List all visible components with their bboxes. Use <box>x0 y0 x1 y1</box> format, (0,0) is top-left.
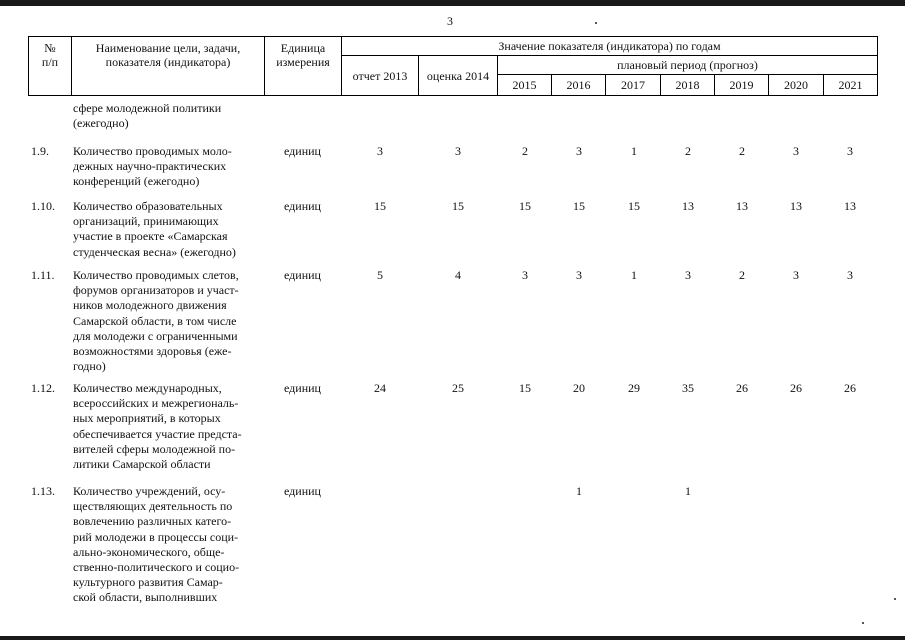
header-no: № п/п <box>28 36 72 96</box>
scan-speck <box>862 622 864 624</box>
row-value: 13 <box>682 199 694 213</box>
row-value: 24 <box>374 381 386 395</box>
page-number: 3 <box>447 14 453 28</box>
bottom-scan-border <box>0 636 905 640</box>
row-value: 13 <box>736 199 748 213</box>
row-value: 26 <box>736 381 748 395</box>
row-value: 13 <box>790 199 802 213</box>
header-year: 2018 <box>660 74 715 96</box>
row-value: 3 <box>847 144 853 158</box>
row-name: Количество образовательных организаций, принимающих участие в проекте «Самарская студенческая весна» (ежегодно) <box>73 199 236 259</box>
row-value: 5 <box>377 268 383 282</box>
header-year: 2017 <box>605 74 661 96</box>
row-name: Количество учреждений, осу- ществляющих деятельность по вовлечению различных катего- рий молодежи в процессы соци- ально-экономического, обще- ственно-политического и социо- культурного развития Самар- ской области, выполнивших <box>73 484 240 605</box>
row-value: 3 <box>847 268 853 282</box>
row-unit: единиц <box>284 381 321 395</box>
header-year: 2020 <box>768 74 824 96</box>
row-unit: единиц <box>284 268 321 282</box>
row-value: 15 <box>452 199 464 213</box>
row-unit: единиц <box>284 199 321 213</box>
header-values-title: Значение показателя (индикатора) по годам <box>341 36 878 56</box>
header-name: Наименование цели, задачи, показателя (индикатора) <box>71 36 265 96</box>
header-unit: Единица измерения <box>264 36 342 96</box>
row-value: 2 <box>739 268 745 282</box>
row-value: 15 <box>374 199 386 213</box>
header-year: 2015 <box>497 74 552 96</box>
row-name: Количество проводимых моло- дежных научно-практических конференций (ежегодно) <box>73 144 232 189</box>
row-value: 29 <box>628 381 640 395</box>
row-value: 3 <box>576 268 582 282</box>
row-value: 2 <box>739 144 745 158</box>
row-value: 3 <box>685 268 691 282</box>
row-value: 15 <box>519 199 531 213</box>
row-value: 1 <box>685 484 691 498</box>
row-number: 1.13. <box>31 484 55 498</box>
scan-speck <box>894 598 896 600</box>
row-value: 3 <box>793 268 799 282</box>
row-value: 3 <box>793 144 799 158</box>
row-number: 1.12. <box>31 381 55 395</box>
row-value: 26 <box>844 381 856 395</box>
row-name: Количество международных, всероссийских и межрегиональ- ных мероприятий, в которых обеспечивается участие предста- вителей сферы молодежной по- литики Самарской области <box>73 381 242 472</box>
row-value: 15 <box>519 381 531 395</box>
row-value: 3 <box>576 144 582 158</box>
scan-speck <box>595 22 597 24</box>
continuation-text: сфере молодежной политики (ежегодно) <box>73 101 222 131</box>
row-value: 3 <box>455 144 461 158</box>
row-value: 2 <box>522 144 528 158</box>
header-year: 2021 <box>823 74 878 96</box>
row-value: 25 <box>452 381 464 395</box>
row-unit: единиц <box>284 144 321 158</box>
row-value: 15 <box>628 199 640 213</box>
row-value: 3 <box>377 144 383 158</box>
row-number: 1.10. <box>31 199 55 213</box>
row-value: 35 <box>682 381 694 395</box>
row-value: 2 <box>685 144 691 158</box>
header-planned-period: плановый период (прогноз) <box>497 55 878 75</box>
row-number: 1.11. <box>31 268 55 282</box>
row-value: 1 <box>576 484 582 498</box>
top-scan-border <box>0 0 905 6</box>
row-value: 20 <box>573 381 585 395</box>
row-value: 26 <box>790 381 802 395</box>
row-value: 13 <box>844 199 856 213</box>
row-value: 1 <box>631 268 637 282</box>
header-year: 2016 <box>551 74 606 96</box>
header-report-2013: отчет 2013 <box>341 55 419 96</box>
row-name: Количество проводимых слетов, форумов организаторов и участ- ников молодежного движения Самарской области, в том числе для молодежи с ограниченными возможностями здоровья (еже- годно) <box>73 268 239 374</box>
row-value: 1 <box>631 144 637 158</box>
header-year: 2019 <box>714 74 769 96</box>
row-unit: единиц <box>284 484 321 498</box>
row-value: 15 <box>573 199 585 213</box>
row-value: 4 <box>455 268 461 282</box>
row-number: 1.9. <box>31 144 49 158</box>
row-value: 3 <box>522 268 528 282</box>
header-estimate-2014: оценка 2014 <box>418 55 498 96</box>
